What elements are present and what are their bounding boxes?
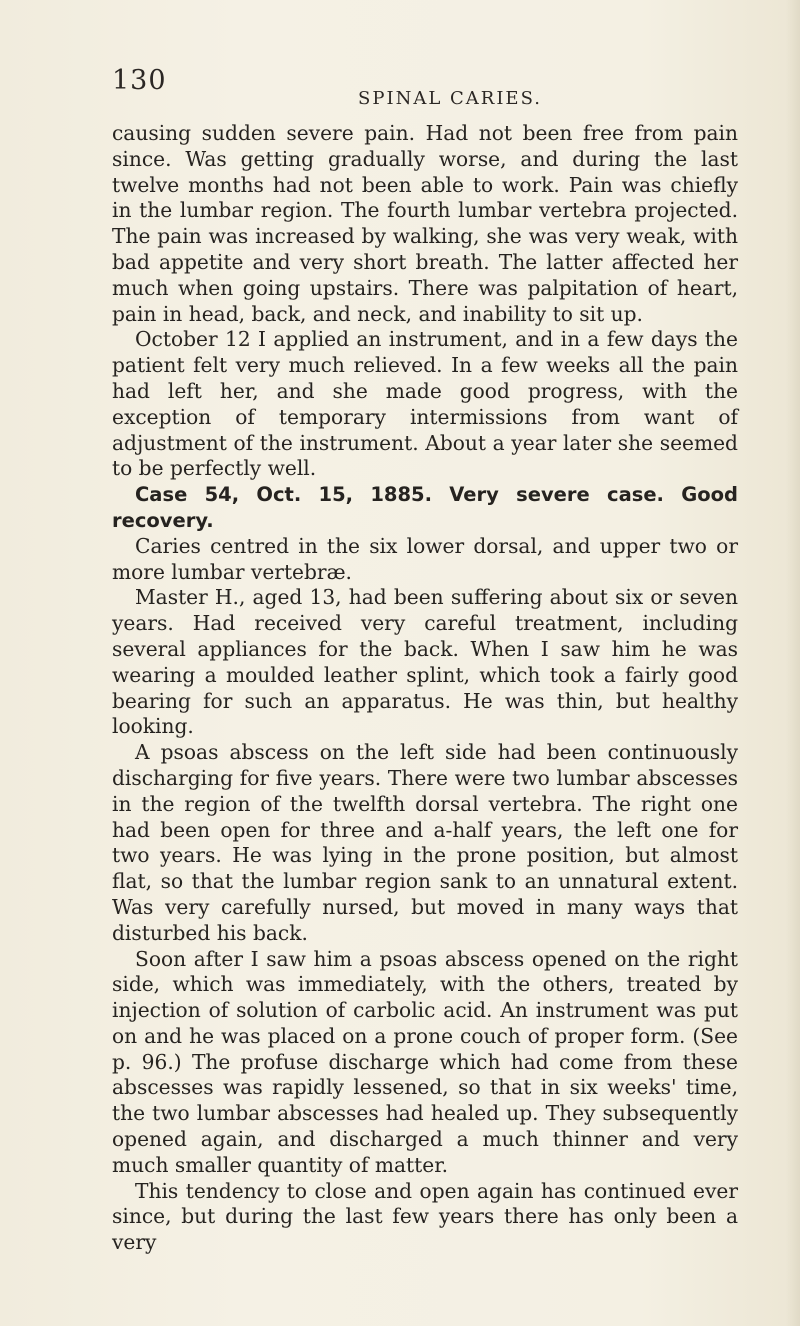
page-number: 130: [112, 65, 167, 96]
running-head: SPINAL CARIES.: [358, 88, 542, 109]
paragraph: A psoas abscess on the left side had been continuously discharging for five years. There were two lumbar abscesses in the region of the twelfth dorsal vertebra. The right one had been open for three and a-half years, the left one for two years. He was lying in the prone position, but almost flat, so that the lumbar region sank to an unnatural extent. Was very carefully nursed, but moved in many ways that disturbed his back.: [112, 740, 738, 945]
paragraph: This tendency to close and open again has continued ever since, but during the last few years there has only been a very: [112, 1178, 738, 1255]
paragraph: Caries centred in the six lower dorsal, and upper two or more lumbar vertebræ.: [112, 533, 738, 584]
paragraph-continuation: causing sudden severe pain. Had not been free from pain since. Was getting gradually worse, and during the last twelve months had not been able to work. Pain was chiefly in the lumbar region. The fourth lumbar vertebra projected. The pain was increased by walking, she was very weak, with bad appetite and very short breath. The latter affected her much when going upstairs. There was palpitation of heart, pain in head, back, and neck, and inability to sit up.: [112, 121, 738, 326]
page-edge-shadow: [786, 0, 800, 1326]
paragraph: Master H., aged 13, had been suffering about six or seven years. Had received very careful treatment, including several appliances for the back. When I saw him he was wearing a moulded leather splint, which took a fairly good bearing for such an apparatus. He was thin, but healthy looking.: [112, 585, 738, 739]
paragraph: October 12 I applied an instrument, and in a few days the patient felt very much relieved. In a few weeks all the pain had left her, and she made good progress, with the exception of temporary intermissions from want of adjustment of the instrument. About a year later she seemed to be perfectly well.: [112, 327, 738, 481]
paragraph: Soon after I saw him a psoas abscess opened on the right side, which was immediately, with the others, treated by injection of solution of carbolic acid. An instrument was put on and he was placed on a prone couch of proper form. (See p. 96.) The profuse discharge which had come from these abscesses was rapidly lessened, so that in six weeks' time, the two lumbar abscesses had healed up. They subsequently opened again, and discharged a much thinner and very much smaller quantity of matter.: [112, 946, 738, 1177]
case-heading: Case 54, Oct. 15, 1885. Very severe case. Good recovery.: [112, 483, 738, 532]
body-text: [112, 121, 738, 1256]
